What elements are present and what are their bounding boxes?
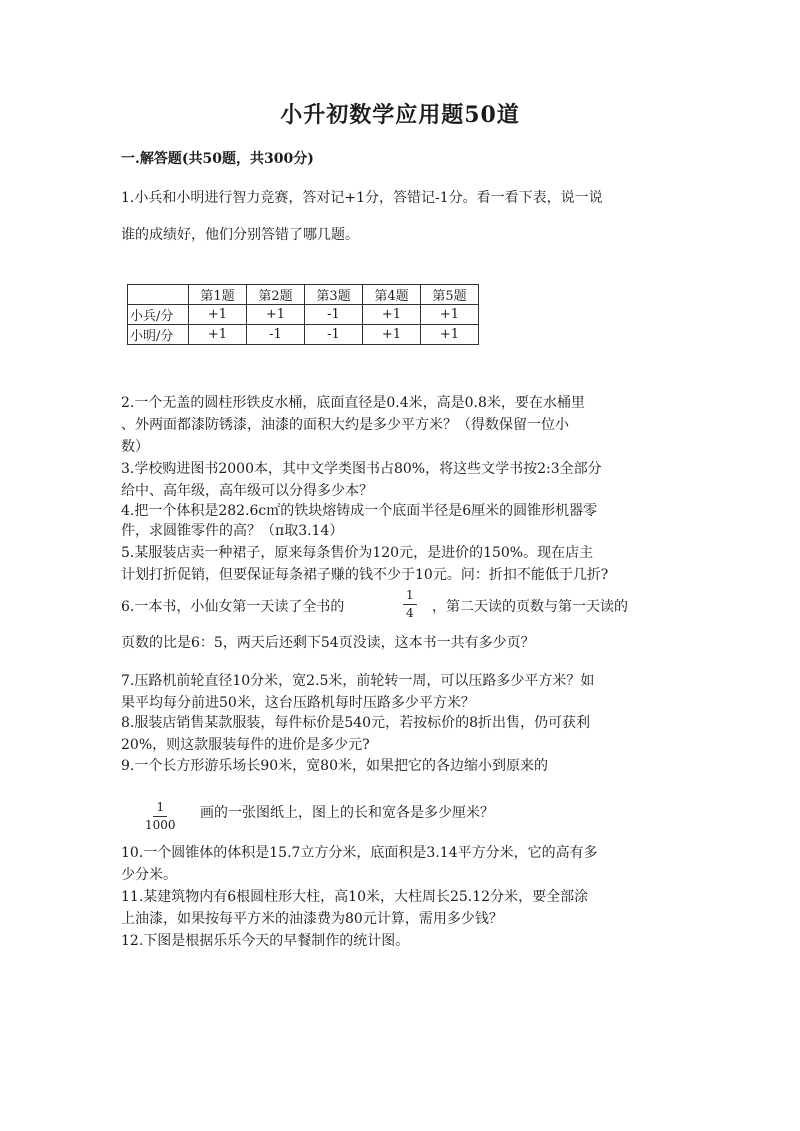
table-cell: +1 xyxy=(189,325,247,345)
q6-pre: 6.一本书，小仙女第一天读了全书的 xyxy=(121,599,345,615)
table-header-cell: 第4题 xyxy=(363,285,421,305)
q6-post: ，第二天读的页数与第一天读的 xyxy=(432,599,628,615)
q2-line1: 2.一个无盖的圆柱形铁皮水桶，底面直径是0.4米，高是0.8米，要在水桶里 xyxy=(121,395,585,411)
table-cell: +1 xyxy=(363,305,421,325)
table-cell: -1 xyxy=(247,325,305,345)
table-cell: +1 xyxy=(421,325,479,345)
fraction-numerator: 1 xyxy=(403,588,417,605)
q5-line2: 计划打折促销，但要保证每条裙子赚的钱不少于10元。问：折扣不能低于几折? xyxy=(121,567,609,583)
q4-line1: 4.把一个体积是282.6c㎡的铁块熔铸成一个底面半径是6厘米的圆锥形机器零 xyxy=(121,503,598,519)
table-row xyxy=(128,325,479,345)
q9-line1: 9.一个长方形游乐场长90米，宽80米，如果把它的各边缩小到原来的 xyxy=(121,758,548,774)
q11-line1: 11.某建筑物内有6根圆柱形大柱，高10米，大柱周长25.12分米，要全部涂 xyxy=(121,889,589,905)
score-table xyxy=(127,284,479,345)
q10-line1: 10.一个圆锥体的体积是15.7立方分米，底面积是3.14平方分米，它的高有多 xyxy=(121,845,598,861)
fraction-numerator: 1 xyxy=(153,800,167,817)
fraction-denominator: 4 xyxy=(406,606,414,620)
table-header-cell: 第3题 xyxy=(305,285,363,305)
table-cell: 小兵/分 xyxy=(128,305,189,325)
q9-line2: 画的一张图纸上，图上的长和宽各是多少厘米？ xyxy=(200,805,494,821)
q4-line2: 件，求圆锥零件的高？（π取3.14） xyxy=(121,523,344,539)
q8-line1: 8.服装店销售某款服装，每件标价是540元，若按标价的8折出售，仍可获利 xyxy=(121,715,590,731)
q1-line1: 1.小兵和小明进行智力竞赛，答对记+1分，答错记-1分。看一看下表，说一说 xyxy=(121,190,603,206)
table-cell: +1 xyxy=(421,305,479,325)
table-header-cell: 第2题 xyxy=(247,285,305,305)
q12-line1: 12.下图是根据乐乐今天的早餐制作的统计图。 xyxy=(121,933,410,949)
section-heading: 一.解答题(共50题，共300分) xyxy=(121,151,314,167)
q7-line2: 果平均每分前进50米，这台压路机每时压路多少平方米？ xyxy=(121,695,475,711)
q6-line2: 页数的比是6：5，两天后还剩下54页没读，这本书一共有多少页？ xyxy=(121,635,535,651)
table-header-cell: 第5题 xyxy=(421,285,479,305)
fraction-one-thousandth xyxy=(145,800,176,833)
fraction-denominator: 1000 xyxy=(145,818,176,832)
table-cell: +1 xyxy=(189,305,247,325)
q3-line1: 3.学校购进图书2000本，其中文学类图书占80%，将这些文学书按2:3全部分 xyxy=(121,461,602,477)
q3-line2: 给中、高年级，高年级可以分得多少本？ xyxy=(121,483,373,499)
table-cell: -1 xyxy=(305,305,363,325)
q8-line2: 20%，则这款服装每件的进价是多少元? xyxy=(121,737,370,753)
q2-line3: 数） xyxy=(121,439,149,455)
table-row xyxy=(128,305,479,325)
q2-line2: 、外两面都漆防锈漆，油漆的面积大约是多少平方米？（得数保留一位小 xyxy=(121,417,569,433)
fraction-one-quarter xyxy=(403,588,417,621)
score-table-header-row xyxy=(128,285,479,305)
q11-line2: 上油漆，如果按每平方米的油漆费为80元计算，需用多少钱？ xyxy=(121,911,503,927)
table-header-cell: 第1题 xyxy=(189,285,247,305)
page-title: 小升初数学应用题50道 xyxy=(280,102,520,128)
table-cell: -1 xyxy=(305,325,363,345)
q5-line1: 5.某服装店卖一种裙子，原来每条售价为120元，是进价的150%。现在店主 xyxy=(121,545,594,561)
table-cell: 小明/分 xyxy=(128,325,189,345)
q10-line2: 少分米。 xyxy=(121,867,177,883)
table-cell: +1 xyxy=(247,305,305,325)
q1-line2: 谁的成绩好，他们分别答错了哪几题。 xyxy=(121,227,359,243)
table-header-cell xyxy=(128,285,189,305)
q7-line1: 7.压路机前轮直径10分米，宽2.5米，前轮转一周，可以压路多少平方米？如 xyxy=(121,673,595,689)
table-cell: +1 xyxy=(363,325,421,345)
